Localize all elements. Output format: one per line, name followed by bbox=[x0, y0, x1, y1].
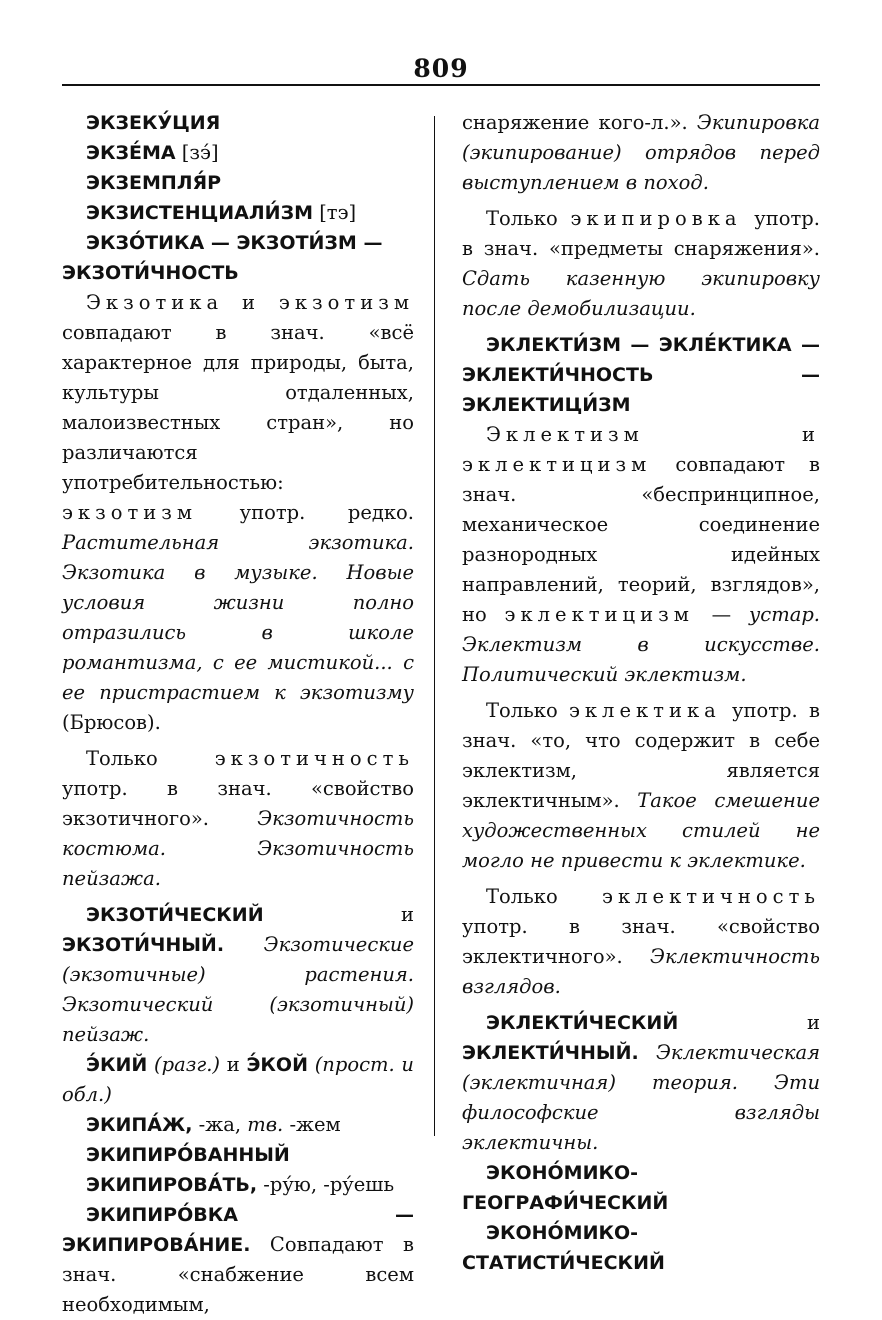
pronunciation-note: [зэ́] bbox=[181, 141, 219, 164]
column-divider bbox=[434, 116, 435, 1136]
entry-ekiy: Э́КИЙ (разг.) и Э́КОЙ (прост. и обл.) bbox=[62, 1053, 414, 1106]
headword: ЭКЗО́ТИКА — ЭКЗОТИ́ЗМ — bbox=[86, 232, 383, 254]
entry-ekonomiko-geograficheskiy: ЭКОНО́МИКО-ГЕОГРАФИ́ЧЕСКИЙ bbox=[462, 1162, 669, 1214]
left-column bbox=[62, 108, 414, 1320]
entry-ekzekutsiya bbox=[62, 108, 414, 138]
entry-ekzistentsializm bbox=[62, 198, 414, 228]
definition-ekipirovka-only: Только экипировка употр. в знач. «предметы снаряжения». Сдать казенную экипировку после демобилизации. bbox=[462, 207, 820, 320]
headword-continuation: ЭКЗОТИ́ЧНОСТЬ bbox=[62, 262, 239, 284]
entry-ekipirovat: ЭКИПИРОВА́ТЬ, -ру́ю, -ру́ешь bbox=[86, 1173, 395, 1196]
headword: ЭКЗЕКУ́ЦИЯ bbox=[86, 112, 221, 134]
headword: ЭКЗИСТЕНЦИАЛИ́ЗМ bbox=[86, 202, 313, 224]
page-number: 809 bbox=[413, 54, 469, 83]
entry-ekipirovannyy: ЭКИПИРО́ВАННЫЙ bbox=[86, 1144, 290, 1166]
definition-eklektika: Только эклектика употр. в знач. «то, что содержит в себе эклектизм, является эклектичным». Такое смешение художественных стилей не могло не привести к эклектике. bbox=[462, 699, 820, 872]
headword: ЭКЗЕМПЛЯ́Р bbox=[86, 172, 222, 194]
entry-ekzotika bbox=[62, 228, 414, 258]
entry-ekzemplyar bbox=[62, 168, 414, 198]
entry-eklekticheskiy: ЭКЛЕКТИ́ЧЕСКИЙ и ЭКЛЕКТИ́ЧНЫЙ. Эклектическая (эклектичная) теория. Эти философские взгляды эклектичны. bbox=[462, 1011, 820, 1154]
right-column bbox=[462, 108, 820, 1278]
definition-eklektizm: Эклектизм и эклектицизм совпадают в знач. «беспринципное, механическое соединение разнородных идейных направлений, теорий, взглядов», но эклектицизм — устар. Эклектизм в искусстве. Политический эклектизм. bbox=[462, 423, 820, 686]
definition-eklektichnost: Только эклектичность употр. в знач. «свойство эклектичного». Эклектичность взглядов. bbox=[462, 885, 820, 998]
entry-ekzema bbox=[62, 138, 414, 168]
headword: ЭКЗЕ́МА bbox=[86, 142, 176, 164]
definition-ekzotichnost: Только экзотичность употр. в знач. «свойство экзотичного». Экзотичность костюма. Экзотичность пейзажа. bbox=[62, 747, 414, 890]
entry-ekonomiko-statisticheskiy: ЭКОНО́МИКО-СТАТИСТИ́ЧЕСКИЙ bbox=[462, 1222, 665, 1274]
entry-eklektizm: ЭКЛЕКТИ́ЗМ — ЭКЛЕ́КТИКА — ЭКЛЕКТИ́ЧНОСТЬ — ЭКЛЕКТИЦИ́ЗМ bbox=[462, 334, 820, 416]
entry-ekipirovka: ЭКИПИРО́ВКА — ЭКИПИРОВА́НИЕ. Совпадают в знач. «снабжение всем необходимым, bbox=[62, 1204, 414, 1316]
pronunciation-note: [тэ] bbox=[319, 201, 357, 224]
entry-ekzoticheskiy: ЭКЗОТИ́ЧЕСКИЙ и ЭКЗОТИ́ЧНЫЙ. Экзотические (экзотичные) растения. Экзотический (экзотичный) пейзаж. bbox=[62, 903, 414, 1046]
definition-ekipirovka-cont: снаряжение кого-л.». Экипировка (экипирование) отрядов перед выступлением в поход. bbox=[462, 111, 820, 194]
definition-ekzotika: Экзотика и экзотизм совпадают в знач. «всё характерное для природы, быта, культуры отдаленных, малоизвестных стран», но различаются употребительностью: экзотизм употр. редко. Растительная экзотика. Экзотика в музыке. Новые условия жизни полно отразились в школе романтизма, с ее мистикой... с ее пристрастием к экзотизму (Брюсов). bbox=[62, 291, 414, 734]
entry-ekipazh: ЭКИПА́Ж, -жа, тв. -жем bbox=[86, 1113, 341, 1136]
header-rule bbox=[62, 84, 820, 86]
